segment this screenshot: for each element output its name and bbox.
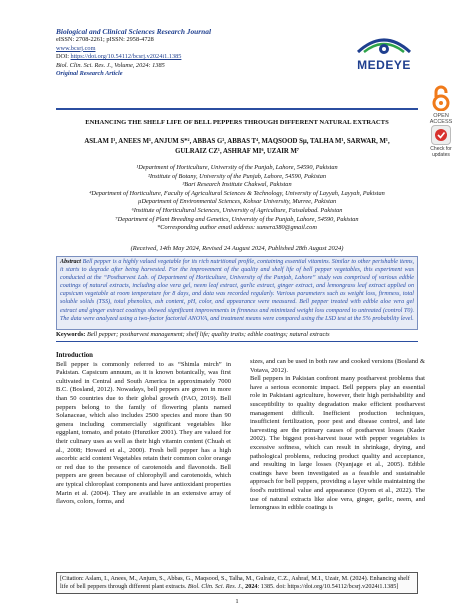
article-type: Original Research Article: [56, 70, 123, 78]
affiliations: [56, 164, 418, 233]
affiliation-1: ¹Department of Horticulture, University of the Punjab, Lahore, 54590, Pakistan: [136, 164, 338, 171]
citation-journal: Biol. Clin. Sci. Res. J.,: [187, 583, 244, 591]
body-column-right: [250, 358, 425, 513]
article-title: ENHANCING THE SHELF LIFE OF BELL PEPPERS THROUGH DIFFERENT NATURAL EXTRACTS: [85, 119, 389, 126]
affiliation-3: ³Bari Research Institute Chakwal, Pakistan: [182, 181, 292, 189]
corresponding-author: *Corresponding author email address: sumera380@gmail.com: [157, 224, 317, 232]
open-access-badge[interactable]: [425, 85, 457, 125]
authors-line-2: GULRAIZ CZ¹, ASHRAF MI⁶, UZAIR M⁷: [175, 147, 299, 155]
volume-line: Biol. Clin. Sci. Res. J., Volume, 2024: 1385: [56, 61, 165, 69]
publisher-logo: [350, 30, 418, 74]
journal-url[interactable]: www.bcsrj.com: [56, 44, 96, 52]
header-divider: [56, 108, 418, 110]
author-list: [56, 137, 418, 156]
received-dates: (Received, 14th May 2024, Revised 24 August 2024, Published 28th August 2024): [130, 245, 344, 252]
keywords-divider: [56, 341, 418, 342]
intro-heading: Introduction: [56, 352, 93, 359]
journal-issn: eISSN: 2708-2261; pISSN: 2958-4728: [56, 36, 154, 44]
citation-box: [56, 572, 418, 594]
citation-year: 2024: [243, 583, 258, 591]
affiliation-6: ⁶Institute of Horticultural Sciences, University of Agriculture, Faisalabad. Pakistan: [131, 206, 343, 214]
affiliation-4: ⁴Department of Horticulture, Faculty of Agricultural Sciences & Technology, University of Layyah, Layyah, Pakistan: [89, 189, 385, 197]
check-updates-label: Check for updates: [430, 146, 452, 158]
doi-link[interactable]: https://doi.org/10.54112/bcsrj.v2024i1.1385: [70, 53, 182, 61]
doi-label: DOI:: [56, 53, 71, 61]
body-column-left: [56, 352, 231, 507]
citation-rest: : 1385. doi: https://doi.org/10.54112/bcsrj.v2024i1.1385]: [257, 583, 399, 591]
intro-paragraph-3: Bell peppers in Pakistan confront many postharvest problems that have a serious economic impact. Bell peppers play an essential role in Pakistani agriculture, however, their high perishability and susceptibility to quality degradation make efficient postharvest management difficult. Inefficient production techniques, insufficient fertilization, poor pest and disease control, and late harvesting are the primary causes of postharvest losses (Kader 2002). The biggest post-harvest issue with pepper vegetables is excessive softness, which can result in shrinkage, drying, and pathological problems, reducing product quality and acceptance, and resulting in large losses (Nyanjage et al., 2005). Edible coatings have been investigated as a feasible and sustainable approach for bell peppers, providing a layer while maintaining the food's nutritional value and appearance (Oyom et al., 2022). The use of natural extracts like aloe vera, ginger, garlic, neem, and lemongrass in edible coatings is: [250, 375, 425, 512]
page-number: 1: [235, 598, 239, 605]
intro-paragraph-2: sizes, and can be used in both raw and cooked versions (Bosland & Votava, 2012).: [250, 358, 425, 374]
authors-line-1: ASLAM I¹, ANEES M¹, ANJUM S*², ABBAS G³, ABBAS T⁴, MAQSOOD Sµ, TALHA M¹, SARWAR, M¹,: [84, 138, 390, 145]
journal-name: Biological and Clinical Sciences Research Journal: [56, 27, 212, 36]
journal-header: [56, 28, 356, 78]
affiliation-5: µDepartment of Environmental Sciences, Kohsar University, Murree, Pakistan: [137, 198, 337, 206]
affiliation-7: ⁷Department of Plant Breeding and Genetics, University of the Punjab, Lahore, 54590, Pakistan: [115, 215, 359, 223]
abstract-text: Bell pepper is a highly valued vegetable for its rich nutritional profile, containing essential vitamins. Similar to other perishable items, it starts to degrade after being harvested. For the improvement of the quality and shelf life of bell pepper vegetables, this experiment was conducted at the “Postharvest Lab. of Department of Horticulture, University of the Punjab, Lahore” study was comprised of various edible coatings of natural extracts, including aloe vera gel, neem leaf extract, garlic extract, ginger extract, and lemongrass leaf extract applied on capsicum vegetable at room temperature for 8 days, and data was recorded regularly. Various parameters such as weight loss, firmness, total soluble solids (TSS), total phenolics, ash content, pH, color, and appearance were measured. Bell pepper treated with edible aloe vera gel extract and ginger extract coatings showed significant improvements in firmness and minimized weight loss compared to untreated (control T0). The data were analyzed using a two-factor factorial ANOVA, and treatment means were compared using the LSD test at the 5% probability level.: [60, 259, 414, 322]
keywords: [56, 331, 418, 339]
abstract: [60, 258, 414, 323]
check-updates-icon: [431, 125, 451, 145]
citation-lead: [Citation: Aslam, I., Anees, M., Anjum, S., Abbas, G., Maqsood, S., Talha, M., Gulraiz, C.Z., Ashraf, M.I., Uzair, M. (2024). Enhancing shelf life of bell peppers through different plant extracts.: [60, 575, 410, 591]
open-access-label: OPEN ACCESS: [429, 113, 453, 125]
abstract-label: Abstract: [60, 259, 81, 265]
publisher-name: MEDEYE: [357, 58, 411, 72]
intro-paragraph-1: Bell pepper is commonly referred to as “Shimla mirch” in Pakistan. Capsicum annuum, as it is known botanically, was first cultivated in Central and South America in approximately 7000 B.C. (Bosland, 2012). Nowadays, bell peppers are grown in more than 50 countries due to their global growth (FAO, 2019). Bell peppers belong to the family of flowering plants named Solanaceae, which also includes 2500 species and more than 90 genera including commercially significant vegetables like eggplant, tomato, and potato (Hunziker 2001). They are valued for their culinary uses as well as their high vitamin content (Chuah et al., 2008; Howard et al., 2000). Fresh bell pepper has a high ascorbic acid content Vegetables retain their common color orange or red due to the presence of carotenoids and flavonoids. Bell peppers are green because of chlorophyll and carotenoids, which are typical chloroplast components and have antioxidant properties Marin et al. (2004). They are available in an extensive array of flavors, colors, forms, and: [56, 360, 231, 506]
affiliation-2: ²Institute of Botany, University of the Punjab, Lahore, 54590, Pakistan: [147, 172, 327, 180]
keywords-text: Bell pepper; postharvest management; shelf life; quality traits; edible coatings; natural extracts: [86, 331, 330, 338]
check-updates-badge[interactable]: [425, 125, 457, 159]
keywords-label: Keywords:: [56, 331, 86, 338]
medeye-eye-icon: [350, 30, 418, 60]
open-lock-icon: [431, 85, 451, 111]
